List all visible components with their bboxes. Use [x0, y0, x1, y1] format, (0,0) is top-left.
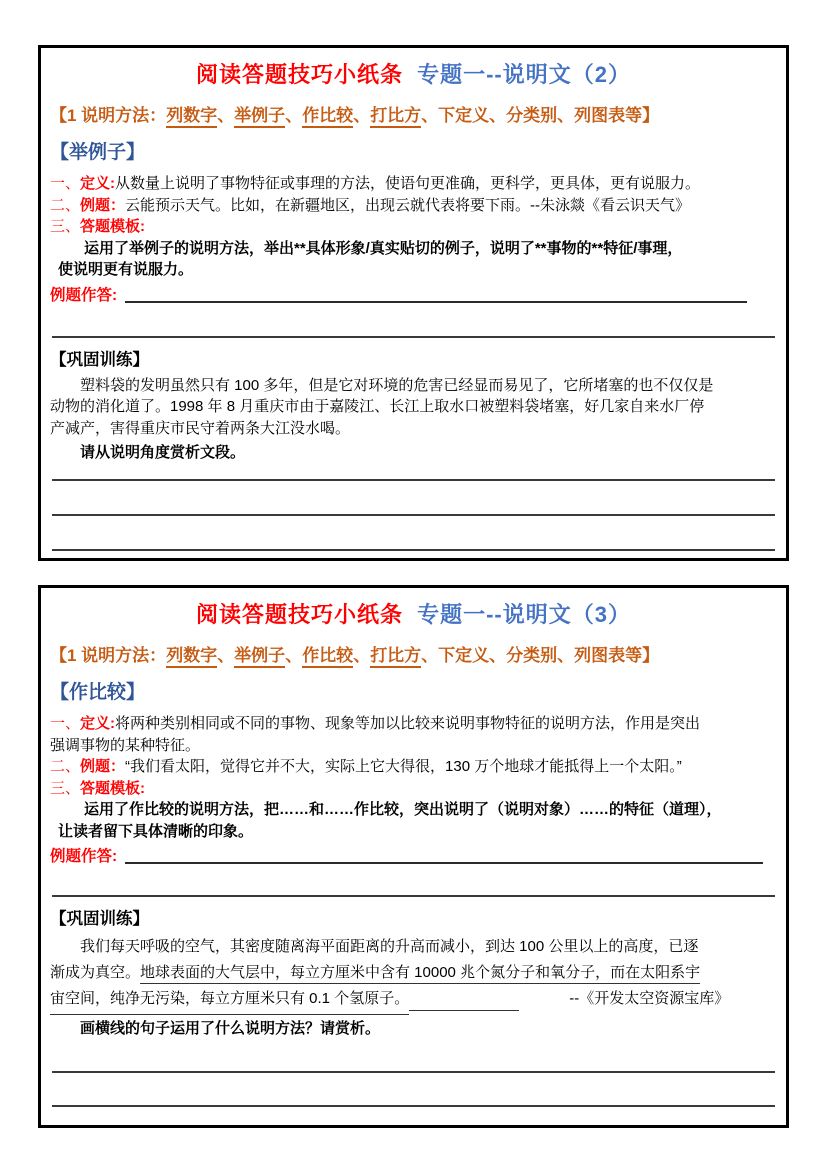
title-topic: 专题一--说明文（2） [417, 62, 631, 87]
drill-passage-line-2-underlined: 地球表面的大气层中，每立方厘米中含有 10000 兆个氮分子和氧分子，而在太阳系宇 [140, 964, 700, 984]
method-separator: 、 [353, 646, 371, 665]
method-separator: 、 [285, 106, 303, 125]
title-main: 阅读答题技巧小纸条 [196, 62, 404, 87]
method-separator: 、 [217, 106, 235, 125]
section-heading: 【作比较】 [50, 682, 146, 703]
method-prefix: 【1 说明方法： [50, 646, 167, 665]
definition-number: 一、 [50, 715, 81, 732]
example-number: 二、 [50, 758, 81, 775]
method-item-4: 打比方 [370, 646, 421, 668]
example-answer-row [50, 285, 777, 306]
template-number: 三、 [50, 779, 81, 797]
source-citation: --《开发太空资源宝库》 [569, 990, 730, 1007]
drill-answer-blank-line [52, 463, 775, 481]
definition-line-2: 强调事物的某种特征。 [50, 736, 201, 754]
example-answer-label: 例题作答: [50, 848, 118, 865]
method-rest: 、下定义、分类别、列图表等】 [421, 106, 660, 125]
example-line [50, 756, 777, 778]
method-rest: 、下定义、分类别、列图表等】 [421, 646, 660, 665]
method-item-4: 打比方 [370, 106, 421, 128]
example-answer-blank-line [125, 848, 763, 864]
example-answer-label: 例题作答: [50, 286, 118, 304]
method-separator: 、 [217, 646, 235, 665]
drill-answer-blank-line [52, 1073, 775, 1107]
title-main: 阅读答题技巧小纸条 [196, 602, 404, 627]
drill-heading: 【巩固训练】 [50, 350, 149, 369]
method-list-heading [50, 104, 777, 128]
method-item-3: 作比较 [302, 646, 353, 668]
separator-line [52, 895, 775, 897]
example-answer-row [50, 846, 777, 867]
template-text-line-1: 运用了作比较的说明方法，把……和……作比较，突出说明了（说明对象）……的特征（道理）， [84, 801, 722, 818]
title-topic: 专题一--说明文（3） [417, 602, 631, 627]
template-label: 答题模板: [80, 218, 146, 235]
method-item-2: 举例子 [234, 106, 285, 128]
drill-passage-line-3: 产减产，害得重庆市民守着两条大江没水喝。 [50, 419, 351, 437]
drill-passage-line-1: 我们每天呼吸的空气，其密度随离海平面距离的升高而减小，到达 100 公里以上的高度，已逐 [80, 938, 699, 955]
example-text: 云能预示天气。比如，在新疆地区，出现云就代表将要下雨。--朱泳燚《看云识天气》 [125, 196, 691, 214]
drill-answer-blank-line [52, 516, 775, 551]
drill-heading: 【巩固训练】 [50, 910, 149, 928]
example-number: 二、 [50, 196, 81, 214]
section-heading: 【举例子】 [50, 142, 146, 163]
drill-answer-area [52, 463, 775, 551]
drill-passage-line-3-underlined: 宙空间，纯净无污染，每立方厘米只有 0.1 个氢原子。 [50, 986, 409, 1015]
template-text-line-2: 使说明更有说服力。 [58, 261, 194, 278]
template-heading-line [50, 778, 777, 800]
method-list-heading [50, 644, 777, 668]
example-text: “我们看太阳，觉得它并不大，实际上它大得很，130 万个地球才能抵得上一个太阳。” [125, 758, 682, 775]
method-item-2: 举例子 [234, 646, 285, 668]
definition-line-1 [50, 713, 777, 735]
template-text-line-2: 让读者留下具体清晰的印象。 [58, 822, 254, 840]
drill-answer-blank-line [52, 481, 775, 516]
method-prefix: 【1 说明方法： [50, 106, 167, 125]
method-item-1: 列数字 [166, 646, 217, 668]
definition-text-1: 将两种类别相同或不同的事物、现象等加以比较来说明事物特征的说明方法，作用是突出 [115, 715, 701, 732]
definition-line [50, 173, 777, 195]
drill-passage-line-3 [50, 986, 777, 1015]
worksheet-card-2 [38, 585, 789, 1128]
method-item-3: 作比较 [302, 106, 353, 128]
underline-tail [409, 986, 519, 1011]
worksheet-card-1 [38, 45, 789, 561]
drill-question: 画横线的句子运用了什么说明方法？请赏析。 [80, 1020, 381, 1037]
drill-answer-area [52, 1039, 775, 1107]
method-separator: 、 [285, 646, 303, 665]
drill-passage [50, 934, 777, 1015]
lesson-body [50, 173, 777, 281]
drill-passage-line-2 [50, 960, 777, 986]
template-number: 三、 [50, 218, 81, 235]
drill-passage [50, 375, 777, 440]
example-label: 例题： [80, 196, 126, 214]
method-item-1: 列数字 [166, 106, 217, 128]
definition-text: 从数量上说明了事物特征或事理的方法，使语句更准确，更科学，更具体，更有说服力。 [115, 175, 701, 192]
drill-passage-line-2: 动物的消化道了。1998 年 8 月重庆市由于嘉陵江、长江上取水口被塑料袋堵塞，好几家自来水厂停 [50, 398, 705, 415]
definition-label: 定义: [80, 715, 116, 732]
page-title [50, 61, 777, 89]
drill-passage-line-1: 塑料袋的发明虽然只有 100 多年，但是它对环境的危害已经显而易见了，它所堵塞的也不仅仅是 [80, 376, 714, 394]
lesson-body [50, 713, 777, 842]
template-text-line-1: 运用了举例子的说明方法，举出**具体形象/真实贴切的例子，说明了**事物的**特征/事理， [84, 239, 683, 257]
drill-answer-blank-line [52, 1039, 775, 1073]
example-line [50, 195, 777, 217]
drill-passage-line-2-plain: 渐成为真空。 [50, 964, 141, 981]
page-title [50, 601, 777, 629]
example-label: 例题： [80, 758, 126, 775]
example-answer-blank-line [125, 287, 747, 303]
separator-line [52, 336, 775, 338]
definition-number: 一、 [50, 175, 81, 192]
definition-label: 定义: [80, 175, 116, 192]
template-label: 答题模板: [80, 779, 146, 797]
drill-question: 请从说明角度赏析文段。 [80, 444, 246, 461]
template-heading-line [50, 216, 777, 238]
method-separator: 、 [353, 106, 371, 125]
